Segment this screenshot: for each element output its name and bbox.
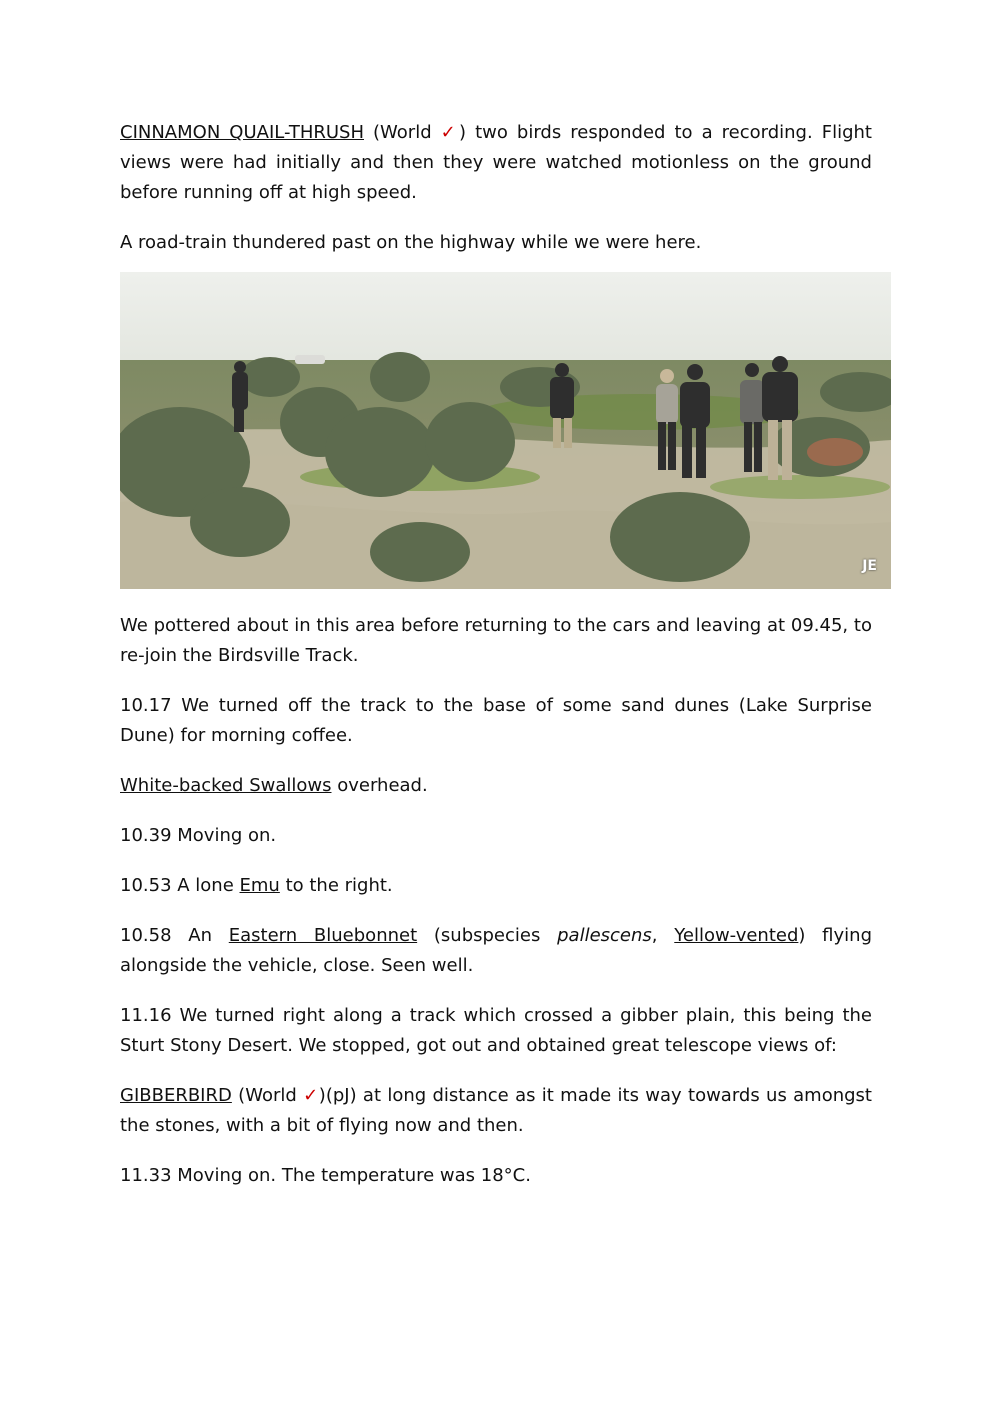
landscape-photo — [120, 272, 891, 589]
text: )(pJ) at long distance as it made its way towards us amongst the stones, with a bit of flying now and then. — [120, 1085, 872, 1136]
text: , — [651, 925, 675, 946]
paragraph-gibberbird — [120, 1081, 872, 1141]
paragraph-emu — [120, 871, 872, 901]
paragraph-lake-surprise: 10.17 We turned off the track to the base of some sand dunes (Lake Surprise Dune) for morning coffee. — [120, 695, 872, 746]
text: (subspecies — [417, 925, 558, 946]
photo-credit: JE — [862, 558, 877, 574]
paragraph-road-train: A road-train thundered past on the highway while we were here. — [120, 232, 702, 253]
paragraph-swallows — [120, 771, 872, 801]
photo-birders-walking — [120, 272, 891, 589]
text: 10.53 A lone — [120, 875, 240, 896]
subspecies-name: pallescens — [557, 925, 652, 946]
paragraph-gibber-plain: 11.16 We turned right along a track which crossed a gibber plain, this being the Sturt Stony Desert. We stopped, got out and obtained great telescope views of: — [120, 1005, 872, 1056]
subspecies-form: Yellow-vented — [674, 925, 799, 946]
bird-name: Emu — [239, 875, 280, 896]
text: overhead. — [331, 775, 428, 796]
bird-name: GIBBERBIRD — [120, 1085, 232, 1106]
bird-name: White-backed Swallows — [120, 775, 332, 796]
paragraph-moving-on-1133: 11.33 Moving on. The temperature was 18°C. — [120, 1165, 531, 1186]
text: ) flying alongside the vehicle, close. Seen well. — [120, 925, 872, 976]
paragraph-moving-on-1039: 10.39 Moving on. — [120, 825, 277, 846]
text: 10.58 An — [120, 925, 229, 946]
bird-name: CINNAMON QUAIL-THRUSH — [120, 122, 364, 143]
bird-name: Eastern Bluebonnet — [228, 925, 418, 946]
text: ) two birds responded to a recording. Flight views were had initially and then they were watched motionless on the ground before running off at high speed. — [120, 122, 872, 203]
tick-icon: ✓ — [303, 1085, 319, 1106]
paragraph-bluebonnet — [120, 921, 872, 981]
paragraph-cinnamon-quail-thrush — [120, 118, 872, 208]
text: to the right. — [279, 875, 393, 896]
paragraph-pottered: We pottered about in this area before returning to the cars and leaving at 09.45, to re-join the Birdsville Track. — [120, 615, 872, 666]
document-page — [120, 118, 877, 1211]
text: (World — [231, 1085, 304, 1106]
text: (World — [364, 122, 441, 143]
tick-icon: ✓ — [440, 122, 460, 143]
